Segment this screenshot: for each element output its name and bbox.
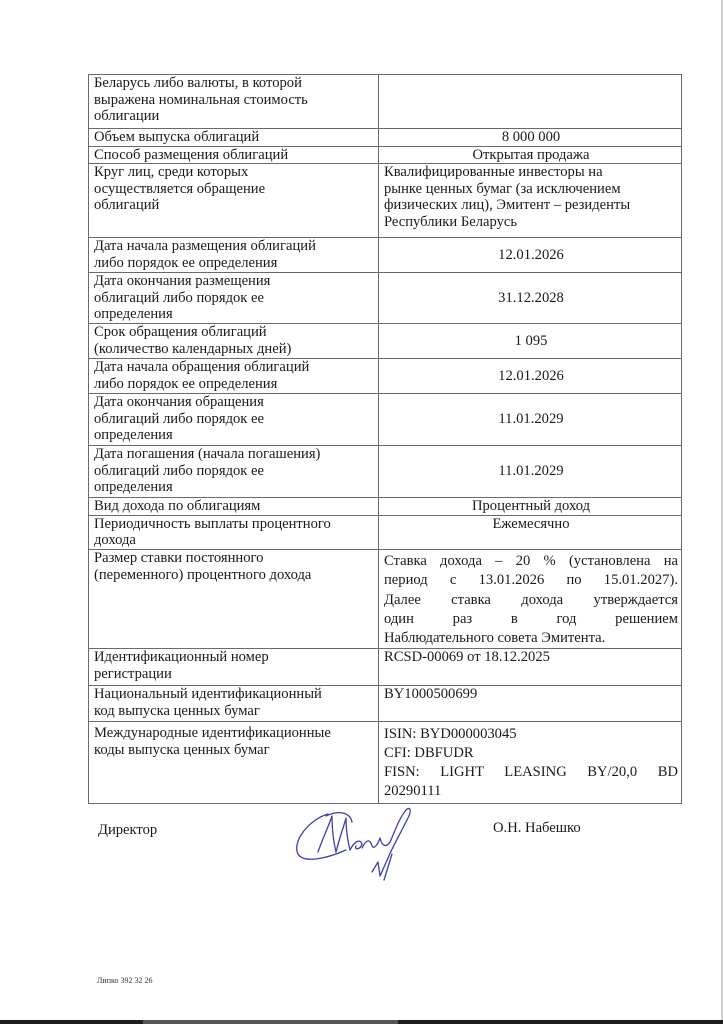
label-line: Национальный идентификационный (94, 686, 322, 703)
label-line: облигации (94, 108, 160, 125)
label-line: Объем выпуска облигаций (94, 129, 260, 145)
label-line: код выпуска ценных бумаг (94, 703, 260, 720)
bond-issue-table (88, 74, 682, 804)
table-row (89, 498, 682, 516)
label-line: Беларусь либо валюты, в которой (94, 75, 302, 91)
table-row (89, 446, 682, 498)
circulation-start-date-value (379, 359, 682, 394)
row-label (89, 722, 379, 804)
label-line: (количество календарных дней) (94, 340, 292, 357)
signatory-title: Директор (98, 822, 158, 838)
fisn-line-continued: 20290111 (384, 783, 442, 800)
row-label (89, 515, 379, 549)
value-line: Квалифицированные инвесторы на (384, 164, 603, 181)
row-label (89, 164, 379, 238)
scrollbar-thumb[interactable] (143, 1020, 398, 1024)
placement-method-value (379, 146, 682, 164)
label-line: определения (94, 479, 173, 496)
row-label (89, 686, 379, 722)
value-line: Ставка дохода – 20 % (установлена на (384, 552, 678, 569)
value-text: 11.01.2029 (498, 411, 564, 428)
handwritten-signature-icon (288, 802, 438, 882)
table-row (89, 359, 682, 394)
row-label (89, 324, 379, 359)
value-text: 1 095 (514, 332, 548, 349)
value-text: Процентный доход (471, 498, 591, 515)
value-text: 12.01.2026 (498, 367, 564, 384)
label-line: Дата окончания обращения (94, 394, 264, 411)
circulation-term-value (379, 324, 682, 359)
placement-start-date-value (379, 238, 682, 273)
row-label (89, 549, 379, 648)
investor-circle-value (379, 164, 682, 238)
value-line: физических лиц), Эмитент – резиденты (384, 197, 631, 214)
label-line: определения (94, 306, 173, 323)
label-line: регистрации (94, 666, 172, 683)
signature-block (0, 800, 723, 890)
income-type-value (379, 498, 682, 516)
issue-volume-value (379, 129, 682, 147)
label-line: облигаций (94, 197, 160, 214)
value-line: Наблюдательного совета Эмитента. (384, 630, 606, 647)
table-row (89, 129, 682, 147)
value-text: 12.01.2026 (498, 246, 564, 263)
table-row (89, 722, 682, 804)
registration-number-value (379, 649, 682, 686)
table-row (89, 324, 682, 359)
label-line: Срок обращения облигаций (94, 324, 267, 341)
row-label (89, 146, 379, 164)
label-line: Периодичность выплаты процентного (94, 515, 331, 532)
label-line: Способ размещения облигаций (94, 146, 289, 163)
value-text: BY1000500699 (384, 686, 478, 703)
label-line: Идентификационный номер (94, 649, 269, 666)
row-label (89, 446, 379, 498)
row-value (379, 75, 682, 129)
payment-frequency-value (379, 515, 682, 549)
label-line: Дата начала размещения облигаций (94, 238, 316, 255)
international-codes-value (379, 722, 682, 804)
label-line: Международные идентификационные (94, 725, 331, 742)
table-row (89, 515, 682, 549)
label-line: либо порядок ее определения (94, 254, 278, 271)
label-line: Дата начала обращения облигаций (94, 359, 310, 376)
value-text: 31.12.2028 (498, 289, 564, 306)
label-line: облигаций либо порядок ее (94, 410, 264, 427)
value-text: Открытая продажа (472, 146, 590, 163)
horizontal-scrollbar[interactable] (0, 1020, 723, 1024)
executor-phone-note: Липко 392 32 26 (97, 976, 153, 985)
row-label (89, 238, 379, 273)
label-line: облигаций либо порядок ее (94, 462, 264, 479)
row-label (89, 394, 379, 446)
table-row (89, 146, 682, 164)
table-row (89, 549, 682, 648)
row-label (89, 273, 379, 324)
table-row (89, 649, 682, 686)
label-line: определения (94, 427, 173, 444)
label-line: Размер ставки постоянного (94, 549, 264, 566)
value-text: 8 000 000 (501, 129, 561, 145)
value-line: один раз в год решением (384, 610, 678, 627)
row-label (89, 498, 379, 516)
signatory-name: О.Н. Набешко (493, 820, 581, 836)
table-row (89, 686, 682, 722)
table-row (89, 75, 682, 129)
label-line: облигаций либо порядок ее (94, 289, 264, 306)
label-line: Дата окончания размещения (94, 273, 271, 290)
value-line: Республики Беларусь (384, 213, 518, 230)
row-label (89, 75, 379, 129)
value-line: период с 13.01.2026 по 15.01.2027). (384, 572, 678, 589)
circulation-end-date-value (379, 394, 682, 446)
row-label (89, 359, 379, 394)
isin-line: ISIN: BYD000003045 (384, 726, 517, 743)
label-line: Дата погашения (начала погашения) (94, 446, 321, 463)
label-line: осуществляется обращение (94, 180, 266, 197)
interest-rate-value (379, 549, 682, 648)
fisn-line: FISN: LIGHT LEASING BY/20,0 BD (384, 764, 678, 781)
national-code-value (379, 686, 682, 722)
label-line: либо порядок ее определения (94, 375, 278, 392)
value-line: Далее ставка дохода утверждается (384, 591, 678, 608)
table-row (89, 238, 682, 273)
redemption-date-value (379, 446, 682, 498)
table-row (89, 273, 682, 324)
value-text: RCSD-00069 от 18.12.2025 (384, 649, 550, 666)
table-row (89, 394, 682, 446)
value-text: Ежемесячно (492, 515, 570, 532)
label-line: дохода (94, 532, 136, 549)
row-label (89, 129, 379, 147)
cfi-line: CFI: DBFUDR (384, 745, 474, 762)
label-line: (переменного) процентного дохода (94, 566, 312, 583)
value-text: 11.01.2029 (498, 463, 564, 480)
label-line: Вид дохода по облигациям (94, 498, 261, 515)
label-line: коды выпуска ценных бумаг (94, 742, 270, 759)
placement-end-date-value (379, 273, 682, 324)
value-line: рынке ценных бумаг (за исключением (384, 180, 621, 197)
table-row (89, 164, 682, 238)
label-line: выражена номинальная стоимость (94, 91, 308, 108)
row-label (89, 649, 379, 686)
label-line: Круг лиц, среди которых (94, 164, 249, 181)
